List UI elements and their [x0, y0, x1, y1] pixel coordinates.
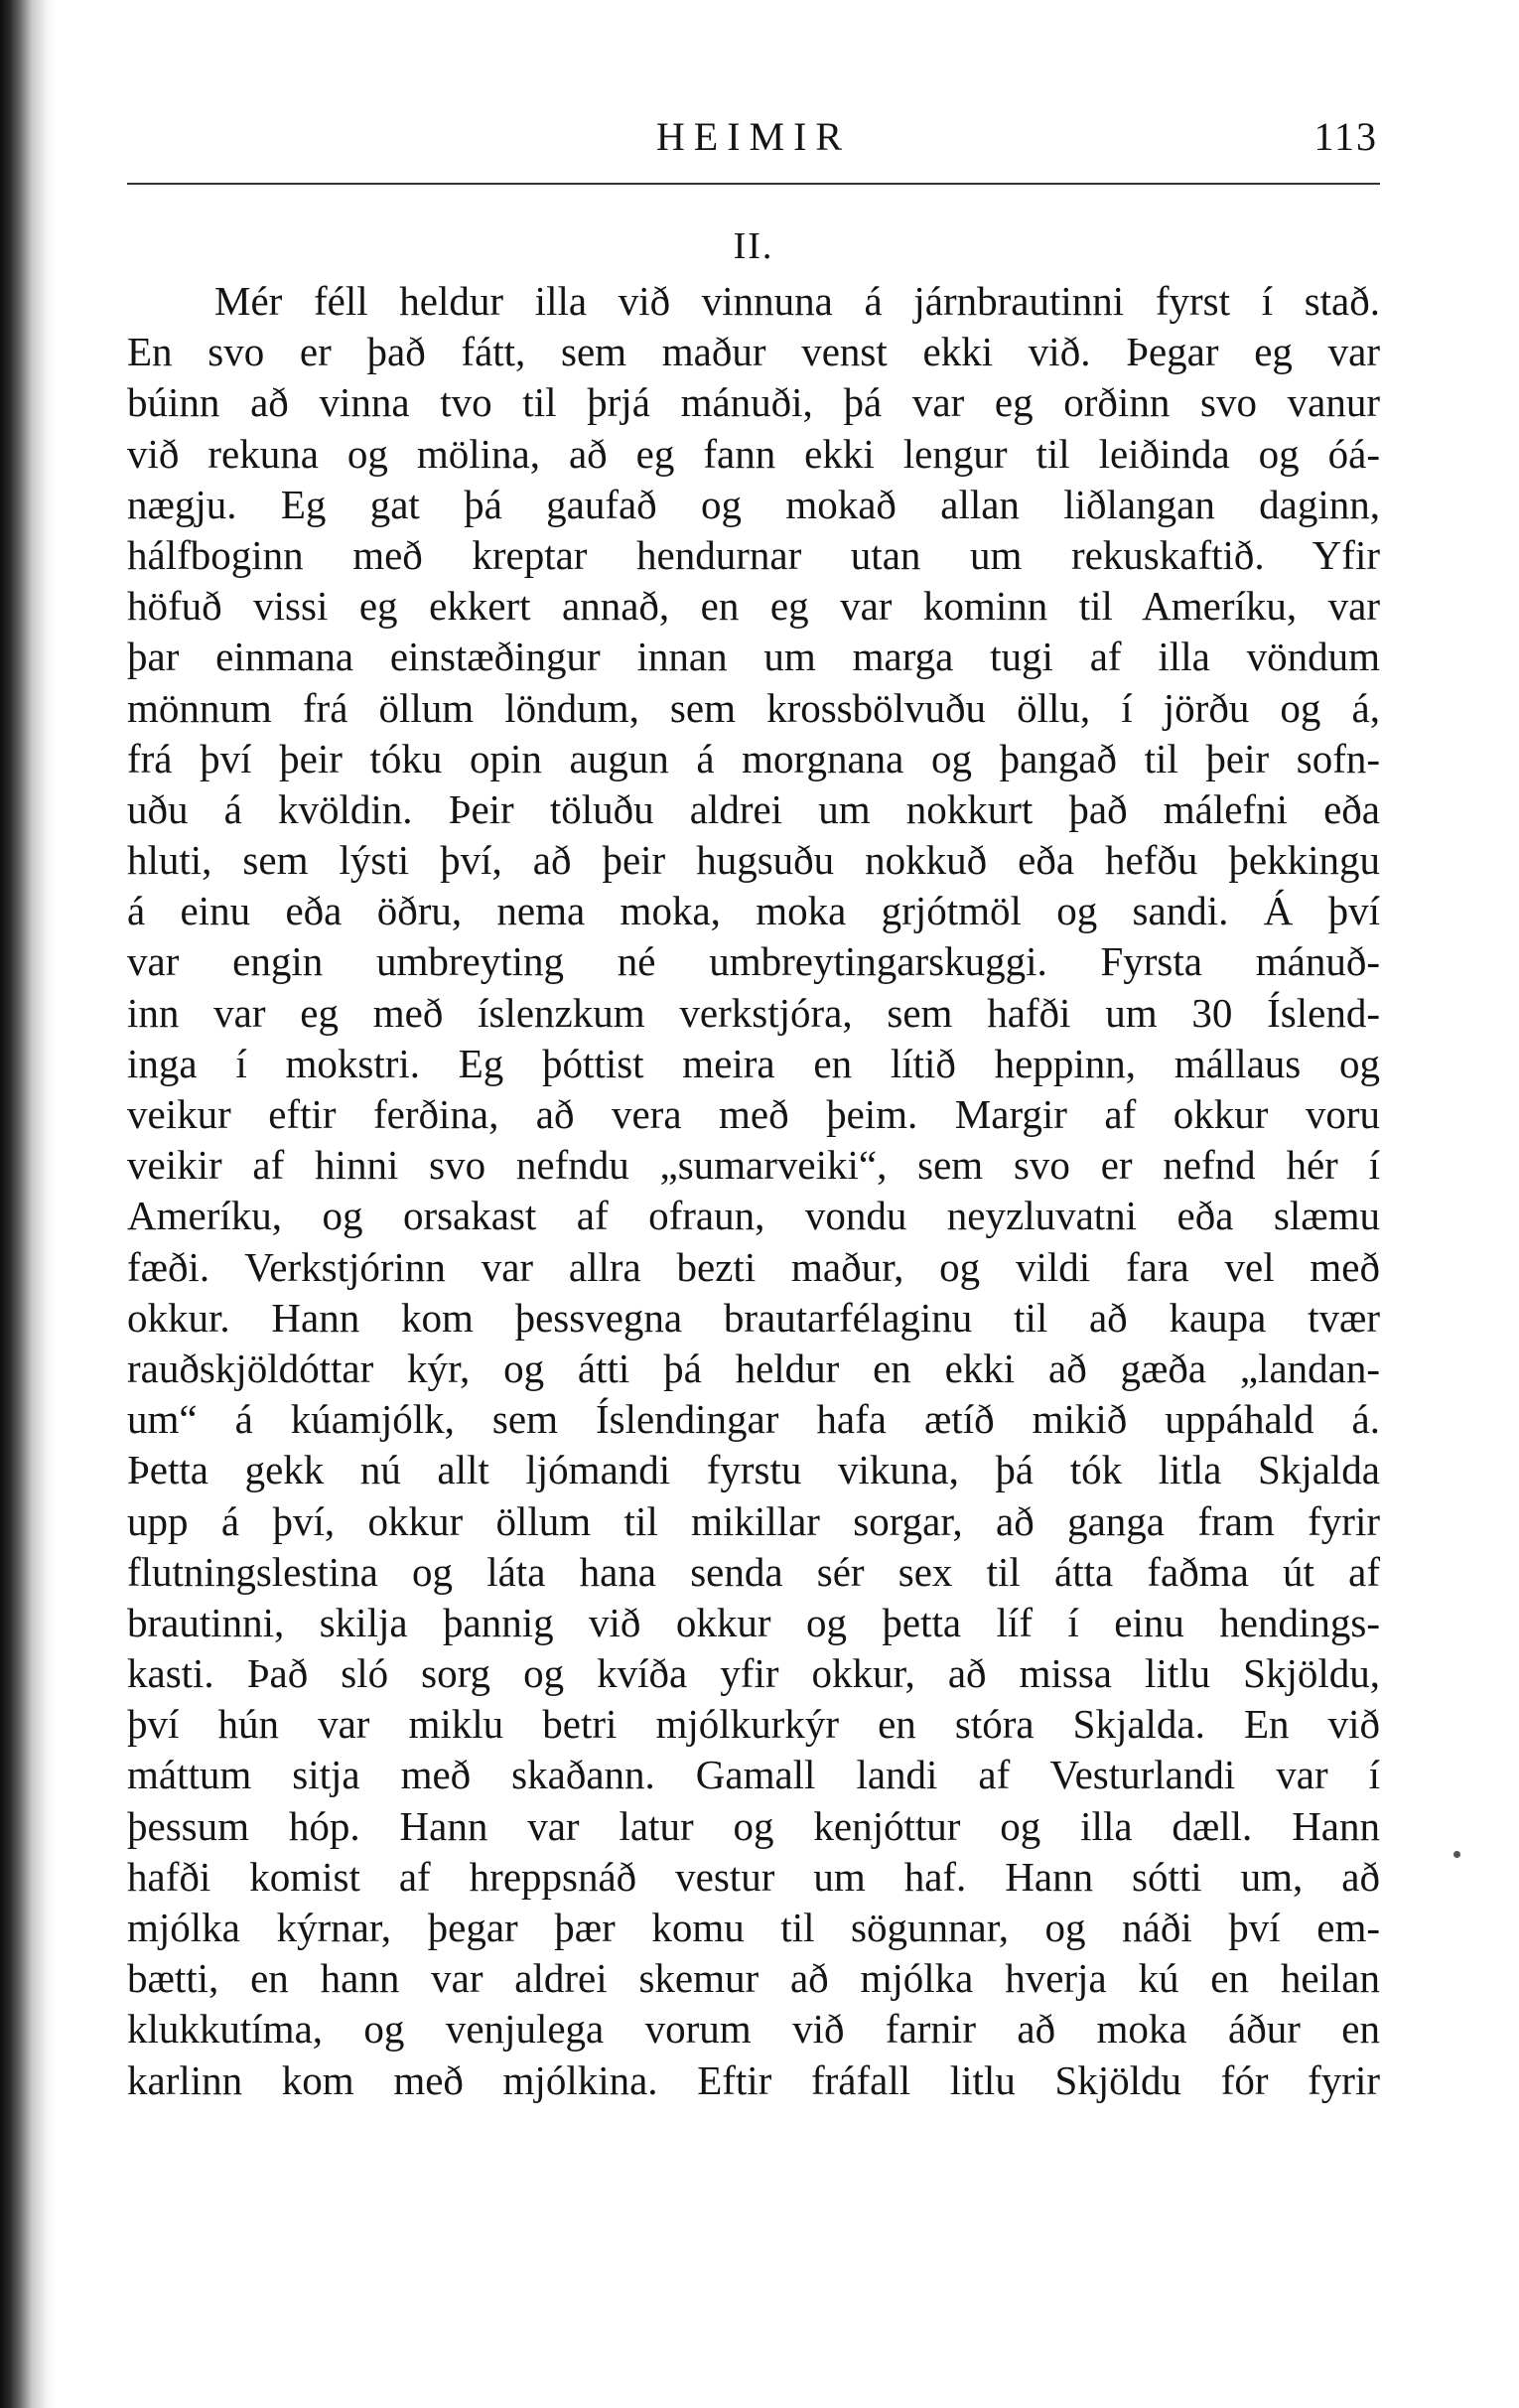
text-line: karlinn kom með mjólkina. Eftir fráfall litlu Skjöldu fór fyrir — [127, 2056, 1380, 2103]
text-line: veikur eftir ferðina, að vera með þeim. Margir af okkur voru — [127, 1091, 1380, 1137]
text-line: brautinni, skilja þannig við okkur og þetta líf í einu hendings- — [127, 1599, 1380, 1645]
text-line: okkur. Hann kom þessvegna brautarfélaginu til að kaupa tvær — [127, 1294, 1380, 1341]
text-line: inga í mokstri. Eg þóttist meira en lítið heppinn, mállaus og — [127, 1040, 1380, 1086]
text-line: uðu á kvöldin. Þeir töluðu aldrei um nokkurt það málefni eða — [127, 785, 1380, 832]
text-line: höfuð vissi eg ekkert annað, en eg var kominn til Ameríku, var — [127, 583, 1380, 630]
text-line: Ameríku, og orsakast af ofraun, vondu neyzluvatni eða slæmu — [127, 1193, 1380, 1239]
text-line: þessum hóp. Hann var latur og kenjóttur og illa dæll. Hann — [127, 1802, 1380, 1849]
text-line: frá því þeir tóku opin augun á morgnana og þangað til þeir sofn- — [127, 735, 1380, 781]
text-line: hluti, sem lýsti því, að þeir hugsuðu nokkuð eða hefðu þekkingu — [127, 837, 1380, 884]
text-line: við rekuna og mölina, að eg fann ekki lengur til leiðinda og óá- — [127, 430, 1380, 477]
text-line: veikir af hinni svo nefndu „sumarveiki“, sem svo er nefnd hér í — [127, 1142, 1380, 1189]
text-line: En svo er það fátt, sem maður venst ekki við. Þegar eg var — [127, 329, 1380, 375]
header-rule — [127, 183, 1380, 185]
text-line: búinn að vinna tvo til þrjá mánuði, þá var eg orðinn svo vanur — [127, 379, 1380, 426]
text-line: hálfboginn með kreptar hendurnar utan um rekuskaftið. Yfir — [127, 531, 1380, 578]
text-line: rauðskjöldóttar kýr, og átti þá heldur en ekki að gæða „landan- — [127, 1345, 1380, 1391]
text-line: inn var eg með íslenzkum verkstjóra, sem hafði um 30 Íslend- — [127, 989, 1380, 1036]
text-line: mönnum frá öllum löndum, sem krossbölvuðu öllu, í jörðu og á, — [127, 684, 1380, 731]
text-line: bætti, en hann var aldrei skemur að mjólka hverja kú en heilan — [127, 1955, 1380, 2002]
text-line: Þetta gekk nú allt ljómandi fyrstu vikuna, þá tók litla Skjalda — [127, 1447, 1380, 1493]
print-speck — [1453, 1851, 1460, 1858]
section-number: II. — [733, 225, 774, 267]
text-line: klukkutíma, og venjulega vorum við farnir að moka áður en — [127, 2006, 1380, 2053]
page-number: 113 — [1313, 114, 1378, 159]
text-line: máttum sitja með skaðann. Gamall landi af Vesturlandi var í — [127, 1752, 1380, 1798]
text-line: þar einmana einstæðingur innan um marga tugi af illa vöndum — [127, 634, 1380, 680]
text-line: nægju. Eg gat þá gaufað og mokað allan liðlangan daginn, — [127, 481, 1380, 527]
text-line: upp á því, okkur öllum til mikillar sorgar, að ganga fram fyrir — [127, 1497, 1380, 1544]
book-spine-shadow — [0, 0, 58, 2408]
text-line: hafði komist af hreppsnáð vestur um haf. Hann sótti um, að — [127, 1853, 1380, 1900]
running-head — [127, 107, 1380, 167]
text-line: kasti. Það sló sorg og kvíða yfir okkur, að missa litlu Skjöldu, — [127, 1650, 1380, 1697]
text-line: fæði. Verkstjórinn var allra bezti maður, og vildi fara vel með — [127, 1243, 1380, 1290]
text-line: flutningslestina og láta hana senda sér sex til átta faðma út af — [127, 1548, 1380, 1595]
running-title: HEIMIR — [655, 114, 852, 159]
text-line: því hún var miklu betri mjólkurkýr en stóra Skjalda. En við — [127, 1701, 1380, 1748]
text-line: Mér féll heldur illa við vinnuna á járnbrautinni fyrst í stað. — [214, 278, 1380, 324]
text-line: á einu eða öðru, nema moka, moka grjótmöl og sandi. Á því — [127, 888, 1380, 934]
text-line: var engin umbreyting né umbreytingarskuggi. Fyrsta mánuð- — [127, 938, 1380, 985]
text-line: mjólka kýrnar, þegar þær komu til sögunnar, og náði því em- — [127, 1905, 1380, 1950]
body-text — [127, 276, 1380, 2106]
text-line: um“ á kúamjólk, sem Íslendingar hafa ætíð mikið uppáhald á. — [127, 1396, 1380, 1443]
book-page — [127, 0, 1380, 2408]
